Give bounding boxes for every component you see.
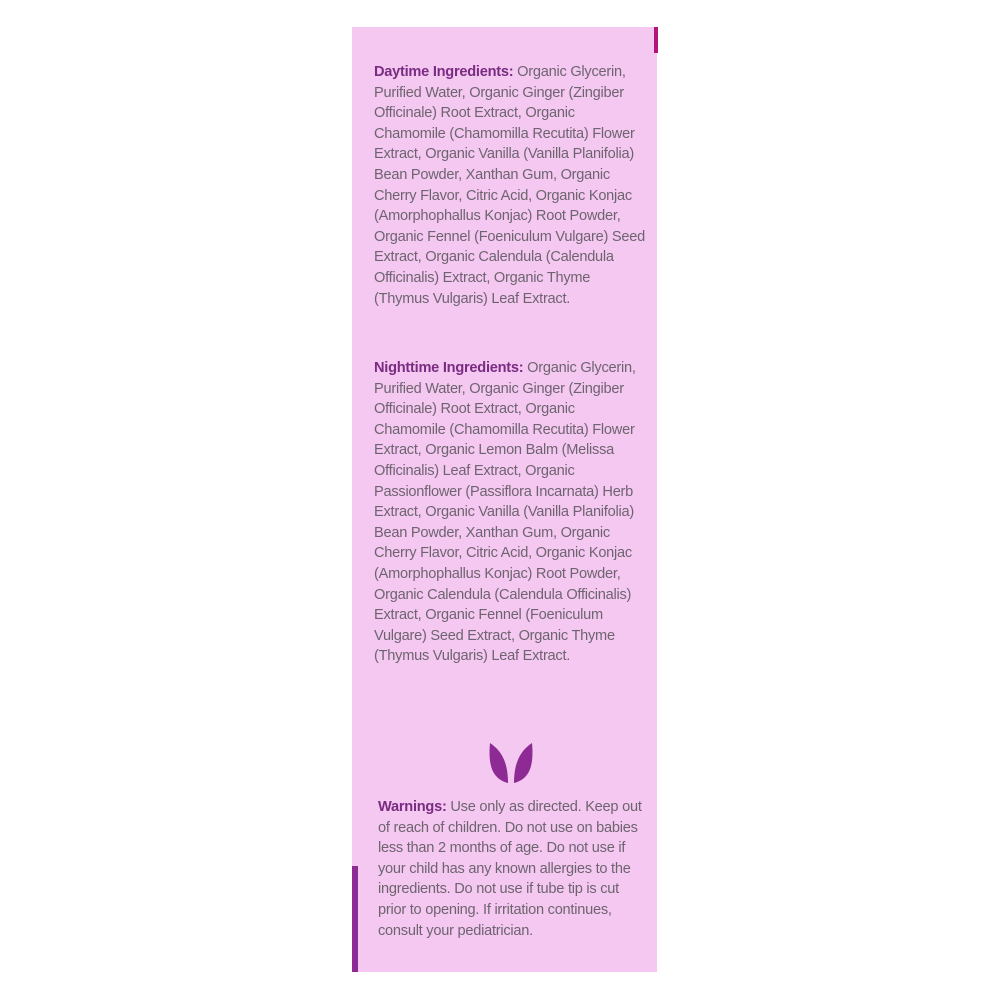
warnings-label: Warnings: — [378, 799, 447, 815]
daytime-ingredients — [374, 62, 646, 309]
warnings-text: Use only as directed. Keep out of reach of children. Do not use on babies less than 2 months of age. Do not use if your child has any known allergies to the ingredients. Do not use if tube tip is cut prior to opening. If irritation continues, consult your pediatrician. — [378, 799, 642, 939]
nighttime-ingredients-text: Organic Glycerin, Purified Water, Organic Ginger (Zingiber Officinale) Root Extract, Organic Chamomile (Chamomilla Recutita) Flower Extract, Organic Lemon Balm (Melissa Officinalis) Leaf Extract, Organic Passionflower (Passiflora Incarnata) Herb Extract, Organic Vanilla (Vanilla Planifolia) Bean Powder, Xanthan Gum, Organic Cherry Flavor, Citric Acid, Organic Konjac (Amorphophallus Konjac) Root Powder, Organic Calendula (Calendula Officinalis) Extract, Organic Fennel (Foeniculum Vulgare) Seed Extract, Organic Thyme (Thymus Vulgaris) Leaf Extract. — [374, 360, 636, 665]
nighttime-ingredients — [374, 358, 646, 667]
daytime-ingredients-label: Daytime Ingredients: — [374, 64, 514, 80]
leaf-icon — [486, 741, 536, 783]
daytime-ingredients-text: Organic Glycerin, Purified Water, Organic Ginger (Zingiber Officinale) Root Extract, Organic Chamomile (Chamomilla Recutita) Flower Extract, Organic Vanilla (Vanilla Planifolia) Bean Powder, Xanthan Gum, Organic Cherry Flavor, Citric Acid, Organic Konjac (Amorphophallus Konjac) Root Powder, Organic Fennel (Foeniculum Vulgare) Seed Extract, Organic Calendula (Calendula Officinalis) Extract, Organic Thyme (Thymus Vulgaris) Leaf Extract. — [374, 64, 645, 307]
bottom-edge-tab — [352, 866, 358, 972]
nighttime-ingredients-label: Nighttime Ingredients: — [374, 360, 524, 376]
top-edge-tab — [654, 27, 658, 53]
warnings — [378, 797, 650, 941]
